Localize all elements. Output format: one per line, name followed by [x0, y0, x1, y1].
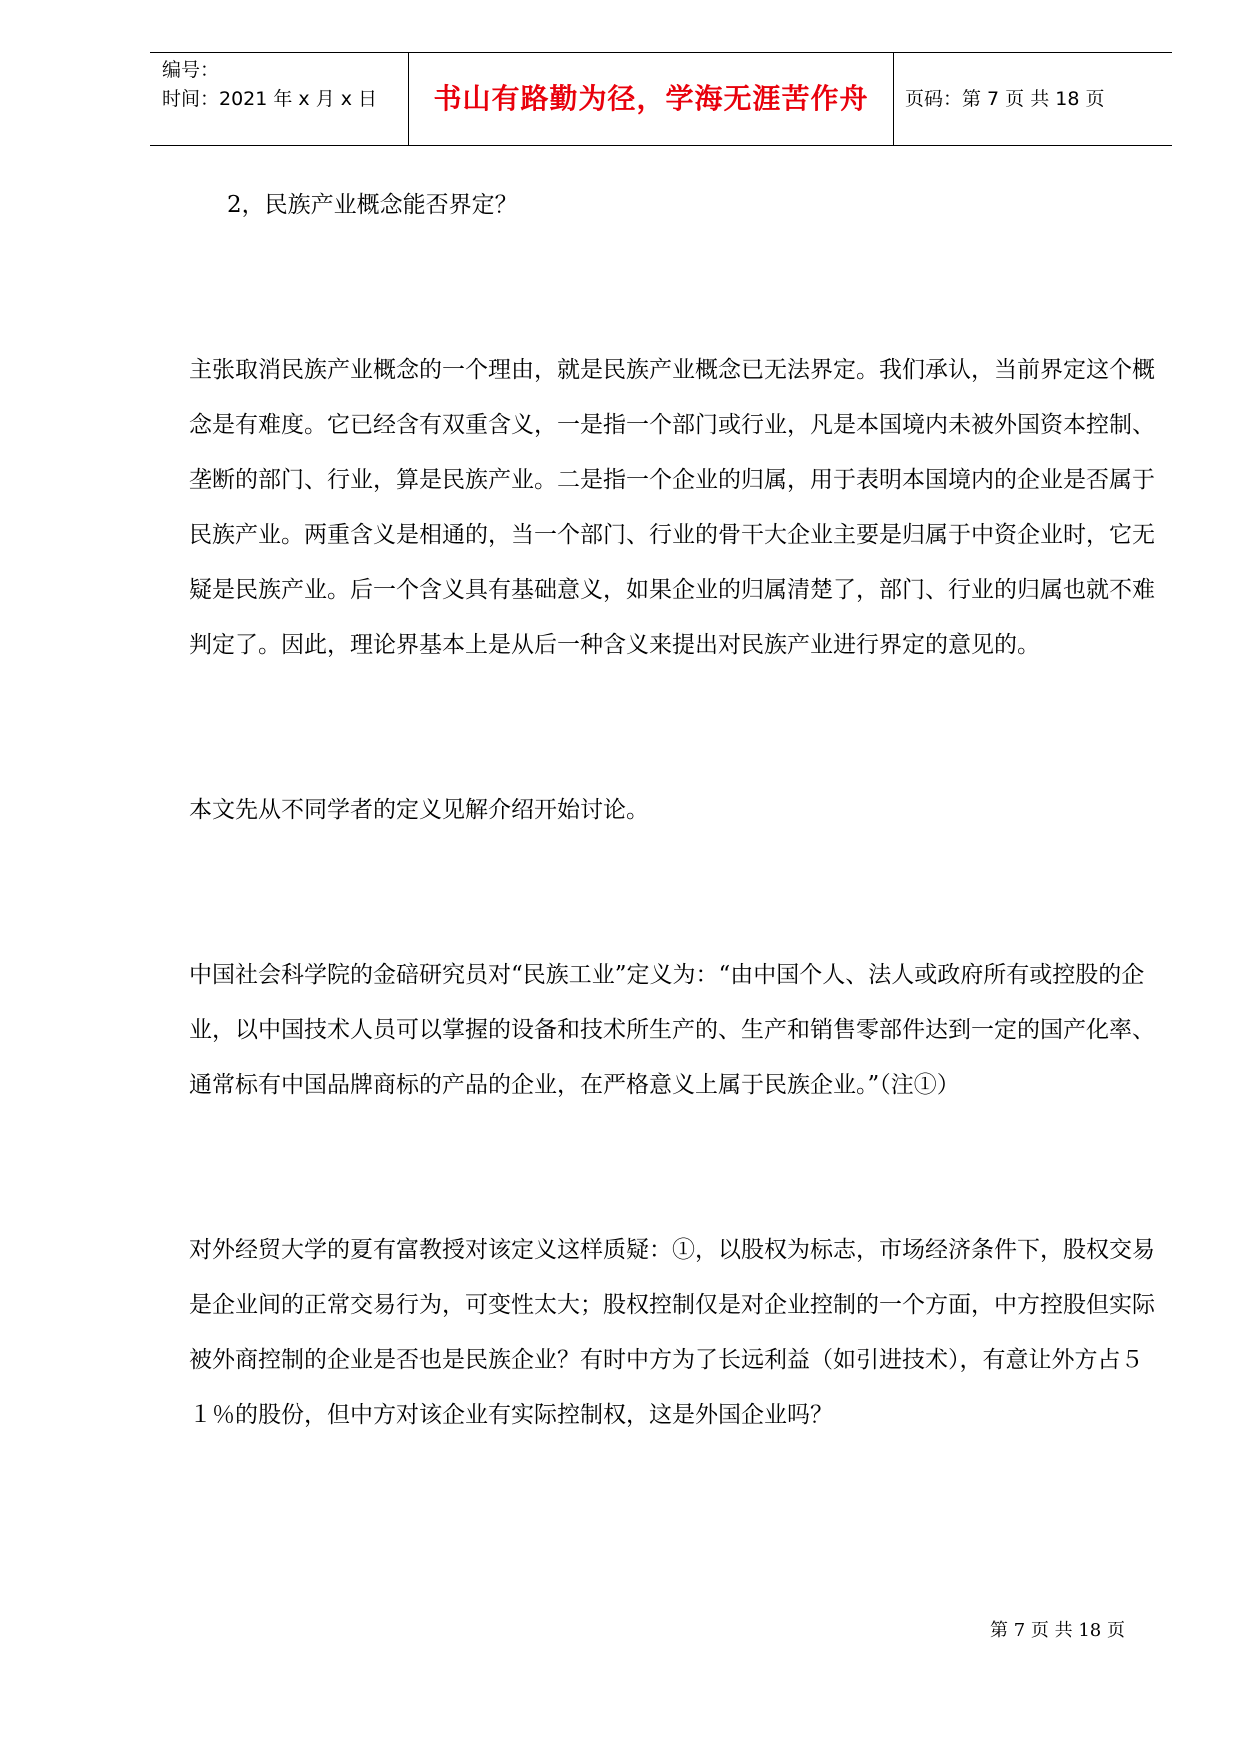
header-motto: 书山有路勤为径，学海无涯苦作舟	[433, 82, 869, 115]
date-label: 时间：2021 年 x 月 x 日	[162, 88, 378, 110]
spacer	[189, 673, 1169, 783]
spacer	[189, 1113, 1169, 1223]
spacer	[189, 838, 1169, 948]
spacer	[189, 233, 1169, 343]
paragraph-jin-bei-definition: 中国社会科学院的金碚研究员对“民族工业”定义为：“由中国个人、法人或政府所有或控股的企业，以中国技术人员可以掌握的设备和技术所生产的、生产和销售零部件达到一定的国产化率、通常标有中国品牌商标的产品的企业，在严格意义上属于民族企业。”（注①）	[189, 962, 1155, 1098]
serial-number-label: 编号：	[162, 59, 220, 81]
section-subheading: 2，民族产业概念能否界定？	[227, 192, 518, 218]
page-header	[150, 52, 1172, 146]
document-body	[189, 178, 1169, 1443]
paragraph-xia-youfu-critique: 对外经贸大学的夏有富教授对该定义这样质疑：①，以股权为标志，市场经济条件下，股权交易是企业间的正常交易行为，可变性太大；股权控制仅是对企业控制的一个方面，中方控股但实际被外商控制的企业是否也是民族企业？有时中方为了长远利益（如引进技术），有意让外方占５１％的股份，但中方对该企业有实际控制权，这是外国企业吗？	[189, 1237, 1155, 1428]
paragraph-definition-issue: 主张取消民族产业概念的一个理由，就是民族产业概念已无法界定。我们承认，当前界定这个概念是有难度。它已经含有双重含义，一是指一个部门或行业，凡是本国境内未被外国资本控制、垄断的部门、行业，算是民族产业。二是指一个企业的归属，用于表明本国境内的企业是否属于民族产业。两重含义是相通的，当一个部门、行业的骨干大企业主要是归属于中资企业时，它无疑是民族产业。后一个含义具有基础意义，如果企业的归属清楚了，部门、行业的归属也就不难判定了。因此，理论界基本上是从后一种含义来提出对民族产业进行界定的意见的。	[189, 357, 1155, 658]
header-divider-right	[893, 53, 894, 145]
page-footer: 第 7 页 共 18 页	[990, 1620, 1125, 1641]
header-page-code: 页码：第 7 页 共 18 页	[905, 88, 1105, 110]
header-meta	[162, 56, 402, 114]
paragraph-intro: 本文先从不同学者的定义见解介绍开始讨论。	[189, 797, 649, 823]
